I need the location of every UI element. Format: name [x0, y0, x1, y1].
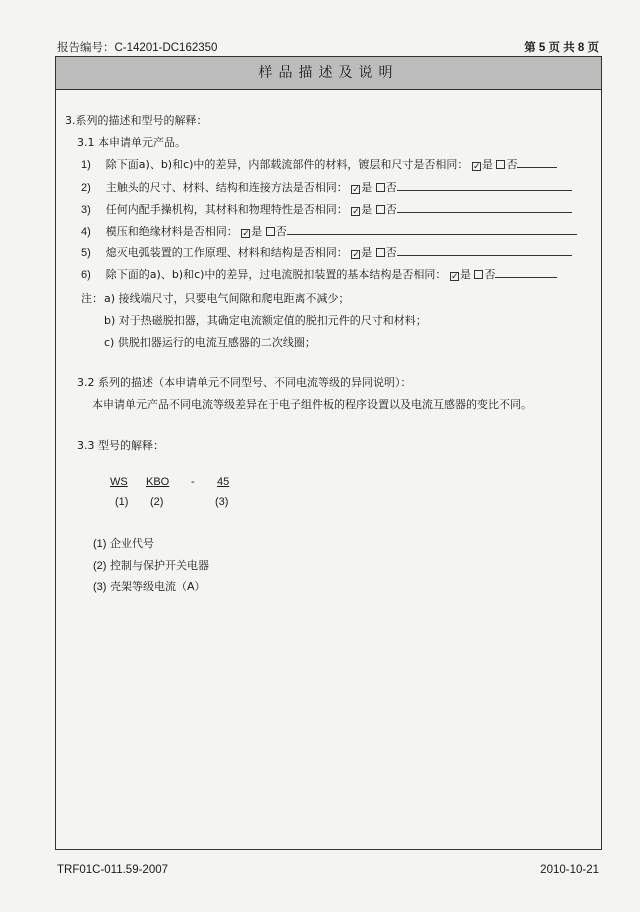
model-index-1: (1) — [115, 496, 129, 508]
yes-checkbox-5[interactable]: ✓ — [352, 250, 360, 260]
section-31-heading: 3.1 本申请单元产品。 — [77, 136, 186, 149]
model-part-45: 45 — [217, 476, 230, 488]
yes-checkbox-2[interactable]: ✓ — [352, 185, 360, 195]
no-checkbox-5[interactable] — [376, 248, 385, 257]
report-number: 报告编号：C-14201-DC162350 — [57, 42, 218, 54]
form-number: TRF01C-011.59-2007 — [57, 864, 169, 876]
explanation-1: (1) 企业代号 — [93, 537, 154, 550]
item-4: 4) 模压和绝缘材料是否相同： ✓是 否 — [81, 223, 577, 239]
note-c: c) 供脱扣器运行的电流互感器的二次线圈； — [104, 336, 316, 349]
no-checkbox-2[interactable] — [376, 183, 385, 192]
page-frame — [55, 56, 602, 850]
model-index-2: (2) — [150, 496, 164, 508]
explanation-2: (2) 控制与保护开关电器 — [93, 559, 209, 572]
note-label: 注： — [81, 292, 103, 305]
note-a: a) 接线端尺寸，只要电气间隙和爬电距离不减少； — [104, 292, 350, 305]
item-5: 5) 熄灭电弧装置的工作原理、材料和结构是否相同： ✓是 否 — [81, 244, 572, 260]
model-dash: - — [191, 476, 195, 488]
section-32-heading: 3.2 系列的描述（本申请单元不同型号、不同电流等级的异同说明）： — [77, 376, 412, 389]
footer-date: 2010-10-21 — [540, 864, 599, 876]
section-3-heading: 3.系列的描述和型号的解释： — [65, 114, 208, 127]
yes-checkbox-3[interactable]: ✓ — [352, 207, 360, 217]
item-3: 3) 任何内配手操机构，其材料和物理特性是否相同： ✓是 否 — [81, 201, 572, 217]
yes-checkbox-4[interactable]: ✓ — [242, 229, 250, 239]
no-checkbox-3[interactable] — [376, 205, 385, 214]
no-checkbox-6[interactable] — [474, 270, 483, 279]
item-1: 1) 除下面a)、b)和c)中的差异，内部载流部件的材料，镀层和尺寸是否相同： ✓是 否 — [81, 156, 557, 172]
section-33-heading: 3.3 型号的解释： — [77, 439, 164, 452]
model-part-ws: WS — [110, 476, 128, 488]
model-index-3: (3) — [215, 496, 229, 508]
note-b: b) 对于热磁脱扣器，其确定电流额定值的脱扣元件的尺寸和材料； — [104, 314, 427, 327]
no-checkbox-4[interactable] — [266, 227, 275, 236]
page-title: 样品描述及说明 — [56, 57, 601, 90]
model-part-kbo: KBO — [146, 476, 170, 488]
yes-checkbox-6[interactable]: ✓ — [450, 272, 459, 282]
item-2: 2) 主触头的尺寸、材料、结构和连接方法是否相同： ✓是 否 — [81, 179, 572, 195]
yes-checkbox-1[interactable]: ✓ — [472, 162, 481, 172]
section-32-body: 本申请单元产品不同电流等级差异在于电子组件板的程序设置以及电流互感器的变比不同。 — [92, 398, 532, 411]
item-6: 6) 除下面的a)、b)和c)中的差异，过电流脱扣装置的基本结构是否相同： ✓是 否 — [81, 266, 557, 282]
page-indicator: 第 5 页 共 8 页 — [524, 42, 599, 54]
no-checkbox-1[interactable] — [496, 160, 505, 169]
explanation-3: (3) 壳架等级电流（A） — [93, 580, 206, 593]
